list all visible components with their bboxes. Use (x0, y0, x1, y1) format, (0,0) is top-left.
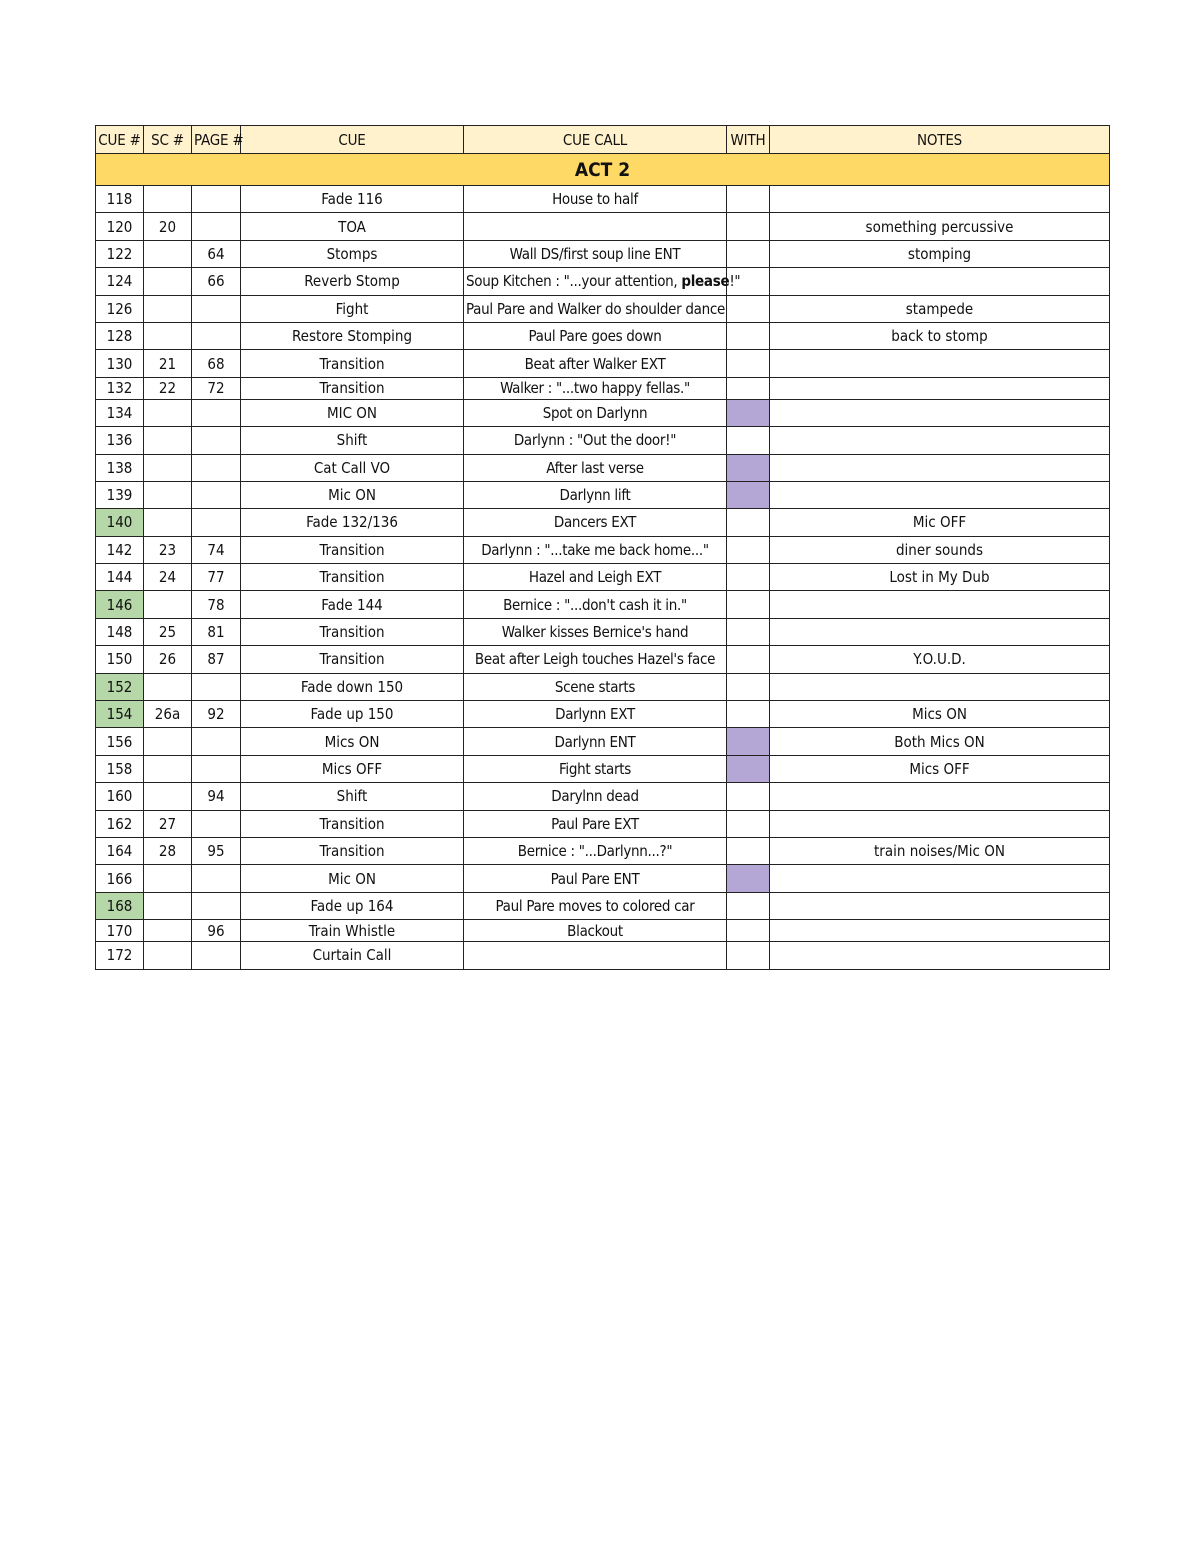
cue-call-cell: Walker kisses Bernice's hand (464, 618, 727, 645)
page-number-cell (192, 728, 241, 755)
cue-number-cell: 162 (96, 810, 144, 837)
page-number-cell: 72 (192, 377, 241, 399)
cue-number-cell: 144 (96, 564, 144, 591)
with-cell (727, 186, 770, 213)
table-row (96, 454, 1110, 481)
cue-cell: Transition (241, 377, 464, 399)
notes-cell: Y.O.U.D. (770, 646, 1110, 673)
header-row (96, 126, 1110, 154)
table-row (96, 865, 1110, 892)
cue-call-cell: Blackout (464, 920, 727, 942)
with-cell (727, 377, 770, 399)
table-row (96, 892, 1110, 919)
scene-number-cell (144, 865, 192, 892)
notes-cell (770, 892, 1110, 919)
with-cell (727, 728, 770, 755)
cue-call-cell: Darlynn EXT (464, 701, 727, 728)
with-cell (727, 295, 770, 322)
scene-number-cell: 25 (144, 618, 192, 645)
notes-cell (770, 783, 1110, 810)
cue-call-text-end: !" (729, 272, 741, 291)
scene-number-cell (144, 399, 192, 426)
cue-call-cell: Darlynn : "...take me back home..." (464, 536, 727, 563)
notes-cell: Mics ON (770, 701, 1110, 728)
cue-cell: Fade 132/136 (241, 509, 464, 536)
cue-cell: Fade down 150 (241, 673, 464, 700)
cue-number-cell: 160 (96, 783, 144, 810)
scene-number-cell: 26a (144, 701, 192, 728)
cue-cell: Transition (241, 350, 464, 377)
cue-number-cell: 128 (96, 322, 144, 349)
cue-call-cell: Wall DS/first soup line ENT (464, 240, 727, 267)
cue-cell: Shift (241, 427, 464, 454)
cue-cell: Fade 144 (241, 591, 464, 618)
notes-cell (770, 942, 1110, 969)
scene-number-cell (144, 186, 192, 213)
notes-cell: something percussive (770, 213, 1110, 240)
cue-call-cell: Walker : "...two happy fellas." (464, 377, 727, 399)
table-row (96, 618, 1110, 645)
cue-number-cell: 139 (96, 481, 144, 508)
table-row (96, 646, 1110, 673)
cue-cell: Transition (241, 646, 464, 673)
cue-cell: Mics OFF (241, 755, 464, 782)
cue-call-cell: Paul Pare goes down (464, 322, 727, 349)
scene-number-cell (144, 783, 192, 810)
notes-cell (770, 186, 1110, 213)
notes-cell: train noises/Mic ON (770, 837, 1110, 864)
page-number-cell (192, 892, 241, 919)
page-number-cell: 64 (192, 240, 241, 267)
page-number-cell: 95 (192, 837, 241, 864)
scene-number-cell (144, 728, 192, 755)
table-row (96, 350, 1110, 377)
table-row (96, 810, 1110, 837)
cue-call-cell: House to half (464, 186, 727, 213)
notes-cell (770, 377, 1110, 399)
table-row (96, 673, 1110, 700)
header-with: WITH (727, 126, 770, 154)
scene-number-cell (144, 268, 192, 295)
cue-number-cell: 168 (96, 892, 144, 919)
act-row (96, 154, 1110, 186)
with-cell (727, 755, 770, 782)
table-row (96, 186, 1110, 213)
cue-number-cell: 130 (96, 350, 144, 377)
cue-cell: Transition (241, 618, 464, 645)
notes-cell (770, 454, 1110, 481)
with-cell (727, 701, 770, 728)
cue-cell: Mic ON (241, 865, 464, 892)
cue-call-cell: Paul Pare and Walker do shoulder dance (464, 295, 727, 322)
cue-call-cell: Darlynn : "Out the door!" (464, 427, 727, 454)
cue-cell: Shift (241, 783, 464, 810)
cue-call-cell: Bernice : "...don't cash it in." (464, 591, 727, 618)
with-cell (727, 783, 770, 810)
page-number-cell (192, 454, 241, 481)
scene-number-cell: 24 (144, 564, 192, 591)
cue-number-cell: 158 (96, 755, 144, 782)
header-scene-number: SC # (144, 126, 192, 154)
with-cell (727, 920, 770, 942)
table-row (96, 837, 1110, 864)
cue-call-cell: Beat after Walker EXT (464, 350, 727, 377)
page-number-cell (192, 509, 241, 536)
with-cell (727, 427, 770, 454)
scene-number-cell (144, 673, 192, 700)
table-row (96, 377, 1110, 399)
table-row (96, 268, 1110, 295)
table-row (96, 564, 1110, 591)
with-cell (727, 454, 770, 481)
page-number-cell (192, 322, 241, 349)
with-cell (727, 350, 770, 377)
header-cue: CUE (241, 126, 464, 154)
page-number-cell: 92 (192, 701, 241, 728)
cue-number-cell: 164 (96, 837, 144, 864)
cue-number-cell: 118 (96, 186, 144, 213)
table-row (96, 240, 1110, 267)
cue-call-cell: Paul Pare ENT (464, 865, 727, 892)
page-number-cell (192, 755, 241, 782)
cue-cell: Fade up 164 (241, 892, 464, 919)
notes-cell: Lost in My Dub (770, 564, 1110, 591)
scene-number-cell (144, 509, 192, 536)
notes-cell (770, 481, 1110, 508)
page-number-cell (192, 673, 241, 700)
scene-number-cell (144, 454, 192, 481)
cue-cell: Mic ON (241, 481, 464, 508)
cue-number-cell: 152 (96, 673, 144, 700)
notes-cell (770, 920, 1110, 942)
cue-cell: Reverb Stomp (241, 268, 464, 295)
table-row (96, 322, 1110, 349)
with-cell (727, 481, 770, 508)
table-row (96, 920, 1110, 942)
cue-number-cell: 122 (96, 240, 144, 267)
with-cell (727, 213, 770, 240)
with-cell (727, 564, 770, 591)
cue-cell: Transition (241, 810, 464, 837)
cue-number-cell: 120 (96, 213, 144, 240)
cue-call-cell: Hazel and Leigh EXT (464, 564, 727, 591)
with-cell (727, 646, 770, 673)
scene-number-cell (144, 920, 192, 942)
page-number-cell (192, 186, 241, 213)
cue-cell: Train Whistle (241, 920, 464, 942)
act-label: ACT 2 (96, 154, 1110, 186)
with-cell (727, 673, 770, 700)
cue-number-cell: 124 (96, 268, 144, 295)
page-number-cell: 78 (192, 591, 241, 618)
cue-call-cell: Paul Pare moves to colored car (464, 892, 727, 919)
with-cell (727, 509, 770, 536)
page-number-cell: 87 (192, 646, 241, 673)
page-number-cell (192, 481, 241, 508)
scene-number-cell (144, 755, 192, 782)
with-cell (727, 591, 770, 618)
notes-cell (770, 399, 1110, 426)
cue-call-cell: Fight starts (464, 755, 727, 782)
page-number-cell: 96 (192, 920, 241, 942)
with-cell (727, 942, 770, 969)
notes-cell: stampede (770, 295, 1110, 322)
page-number-cell: 94 (192, 783, 241, 810)
cue-cell: Fade 116 (241, 186, 464, 213)
with-cell (727, 536, 770, 563)
cue-cell: MIC ON (241, 399, 464, 426)
table-row (96, 295, 1110, 322)
notes-cell (770, 427, 1110, 454)
cue-call-cell: Darlynn lift (464, 481, 727, 508)
scene-number-cell (144, 427, 192, 454)
cue-call-cell (464, 268, 741, 295)
table-row (96, 728, 1110, 755)
table-row (96, 783, 1110, 810)
with-cell (727, 865, 770, 892)
cue-call-cell: Scene starts (464, 673, 727, 700)
notes-cell (770, 810, 1110, 837)
cue-number-cell: 134 (96, 399, 144, 426)
cue-number-cell: 172 (96, 942, 144, 969)
notes-cell (770, 673, 1110, 700)
notes-cell (770, 350, 1110, 377)
page-number-cell (192, 942, 241, 969)
scene-number-cell (144, 240, 192, 267)
header-notes: NOTES (770, 126, 1110, 154)
header-page-number: PAGE # (192, 126, 241, 154)
scene-number-cell (144, 295, 192, 322)
cue-sheet-table (95, 125, 1110, 970)
notes-cell (770, 618, 1110, 645)
notes-cell: stomping (770, 240, 1110, 267)
scene-number-cell (144, 591, 192, 618)
header-cue-number: CUE # (96, 126, 144, 154)
page-number-cell (192, 213, 241, 240)
table-row (96, 427, 1110, 454)
page-number-cell (192, 427, 241, 454)
cue-call-text: Soup Kitchen : "...your attention, (466, 272, 682, 291)
cue-call-cell: Spot on Darlynn (464, 399, 727, 426)
scene-number-cell (144, 892, 192, 919)
with-cell (727, 399, 770, 426)
cue-cell: Transition (241, 837, 464, 864)
table-row (96, 213, 1110, 240)
notes-cell: Mics OFF (770, 755, 1110, 782)
header-cue-call: CUE CALL (464, 126, 727, 154)
cue-cell: Transition (241, 564, 464, 591)
scene-number-cell (144, 942, 192, 969)
cue-number-cell: 142 (96, 536, 144, 563)
cue-number-cell: 154 (96, 701, 144, 728)
with-cell (727, 837, 770, 864)
cue-call-cell: Paul Pare EXT (464, 810, 727, 837)
scene-number-cell: 26 (144, 646, 192, 673)
cue-call-cell: Bernice : "...Darlynn...?" (464, 837, 727, 864)
cue-cell: Restore Stomping (241, 322, 464, 349)
cue-call-cell: Dancers EXT (464, 509, 727, 536)
cue-number-cell: 170 (96, 920, 144, 942)
cue-call-cell: Beat after Leigh touches Hazel's face (464, 646, 727, 673)
table-row (96, 509, 1110, 536)
cue-call-cell: After last verse (464, 454, 727, 481)
page-number-cell: 68 (192, 350, 241, 377)
cue-cell: Stomps (241, 240, 464, 267)
cue-cell: Cat Call VO (241, 454, 464, 481)
cue-call-emphasis: please (681, 272, 730, 291)
cue-cell: Transition (241, 536, 464, 563)
cue-call-cell: Darlynn ENT (464, 728, 727, 755)
scene-number-cell (144, 481, 192, 508)
cue-call-cell (464, 213, 727, 240)
cue-number-cell: 146 (96, 591, 144, 618)
page-number-cell: 81 (192, 618, 241, 645)
notes-cell: diner sounds (770, 536, 1110, 563)
cue-number-cell: 166 (96, 865, 144, 892)
page-number-cell (192, 810, 241, 837)
scene-number-cell: 21 (144, 350, 192, 377)
cue-cell: Mics ON (241, 728, 464, 755)
page-number-cell: 77 (192, 564, 241, 591)
notes-cell: Mic OFF (770, 509, 1110, 536)
with-cell (727, 240, 770, 267)
scene-number-cell (144, 322, 192, 349)
cue-cell: Fight (241, 295, 464, 322)
notes-cell (770, 591, 1110, 618)
cue-number-cell: 126 (96, 295, 144, 322)
notes-cell: back to stomp (770, 322, 1110, 349)
cue-number-cell: 150 (96, 646, 144, 673)
table-row (96, 942, 1110, 969)
notes-cell (770, 865, 1110, 892)
scene-number-cell: 22 (144, 377, 192, 399)
table-row (96, 481, 1110, 508)
table-row (96, 591, 1110, 618)
scene-number-cell: 20 (144, 213, 192, 240)
with-cell (727, 892, 770, 919)
scene-number-cell: 28 (144, 837, 192, 864)
cue-number-cell: 132 (96, 377, 144, 399)
cue-number-cell: 148 (96, 618, 144, 645)
page-number-cell (192, 295, 241, 322)
notes-cell (770, 268, 1110, 295)
cue-number-cell: 140 (96, 509, 144, 536)
notes-cell: Both Mics ON (770, 728, 1110, 755)
cue-number-cell: 136 (96, 427, 144, 454)
table-row (96, 755, 1110, 782)
page-number-cell: 74 (192, 536, 241, 563)
with-cell (727, 322, 770, 349)
table-row (96, 536, 1110, 563)
scene-number-cell: 27 (144, 810, 192, 837)
cue-number-cell: 138 (96, 454, 144, 481)
page-number-cell (192, 399, 241, 426)
cue-cell: Curtain Call (241, 942, 464, 969)
table-row (96, 701, 1110, 728)
table-row (96, 399, 1110, 426)
cue-cell: TOA (241, 213, 464, 240)
cue-cell: Fade up 150 (241, 701, 464, 728)
page-number-cell: 66 (192, 268, 241, 295)
with-cell (727, 618, 770, 645)
page-number-cell (192, 865, 241, 892)
with-cell (727, 810, 770, 837)
scene-number-cell: 23 (144, 536, 192, 563)
cue-call-cell: Darylnn dead (464, 783, 727, 810)
cue-number-cell: 156 (96, 728, 144, 755)
cue-call-cell (464, 942, 727, 969)
